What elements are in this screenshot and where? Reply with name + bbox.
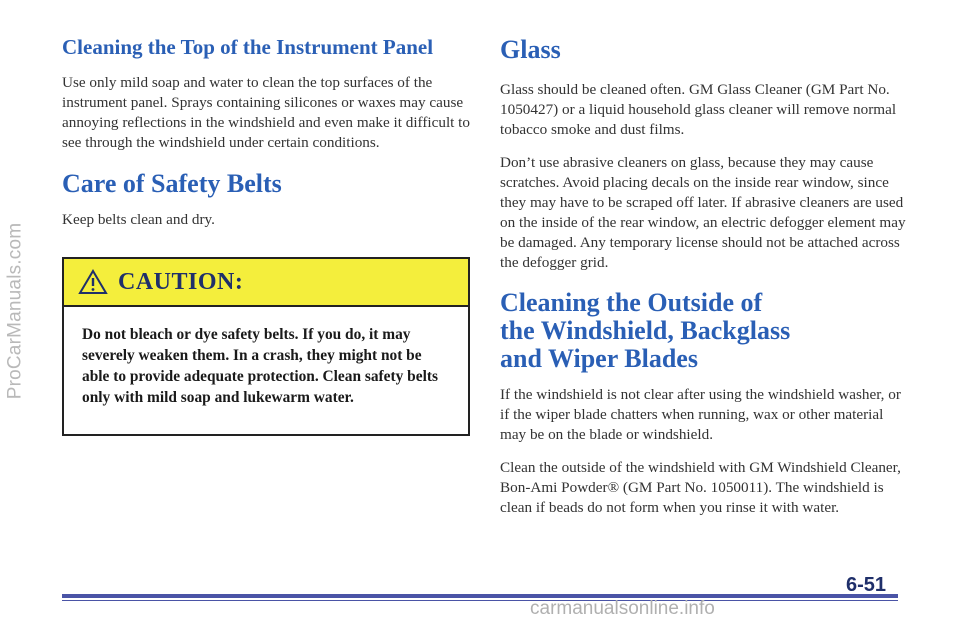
windshield-para-1: If the windshield is not clear after using the windshield washer, or if the wiper blade chatters when running, wax or other material may be on the blade or windshield. (500, 386, 901, 444)
safety-belts-body: Keep belts clean and dry. (62, 211, 215, 229)
warning-triangle-icon (78, 269, 108, 295)
instrument-panel-body: Use only mild soap and water to clean the top surfaces of the instrument panel. Sprays containing silicones or waxes may cause annoying reflections in the windshield and even make it difficult to see through the windshield under certain conditions. (62, 74, 470, 152)
bottom-watermark: carmanualsonline.info (530, 598, 715, 619)
glass-para-2: Don’t use abrasive cleaners on glass, because they may cause scratches. Avoid placing decals on the inside rear window, since they may have to be scraped off later. If abrasive cleaners are used on the inside of the rear window, an electric defogger element may be damaged. Any temporary license should not be attached across the defogger grid. (500, 154, 906, 272)
safety-belts-heading: Care of Safety Belts (62, 169, 282, 199)
right-column (500, 36, 912, 518)
windshield-para-2: Clean the outside of the windshield with GM Windshield Cleaner, Bon-Ami Powder® (GM Part No. 1050011). The windshield is clean if beads do not form when you rinse it with water. (500, 459, 901, 517)
windshield-heading-line-1: Cleaning the Outside of (500, 288, 763, 318)
caution-label: CAUTION: (118, 268, 244, 295)
glass-heading: Glass (500, 35, 561, 64)
caution-text: Do not bleach or dye safety belts. If you do, it may severely weaken them. In a crash, they might not be able to provide adequate protection. Clean safety belts only with mild soap and lukewarm water. (82, 326, 438, 406)
windshield-heading-line-2: the Windshield, Backglass (500, 316, 791, 346)
caution-box (62, 257, 470, 436)
glass-para-1: Glass should be cleaned often. GM Glass Cleaner (GM Part No. 1050427) or a liquid household glass cleaner will remove normal tobacco smoke and dust films. (500, 81, 897, 139)
side-watermark-text: ProCarManuals.com (4, 222, 26, 400)
windshield-heading (500, 289, 912, 373)
left-column (62, 36, 474, 230)
caution-banner (64, 259, 468, 307)
instrument-panel-heading: Cleaning the Top of the Instrument Panel (62, 35, 434, 59)
windshield-heading-line-3: and Wiper Blades (500, 344, 698, 374)
side-watermark (0, 0, 30, 622)
page-number: 6-51 (846, 574, 887, 596)
